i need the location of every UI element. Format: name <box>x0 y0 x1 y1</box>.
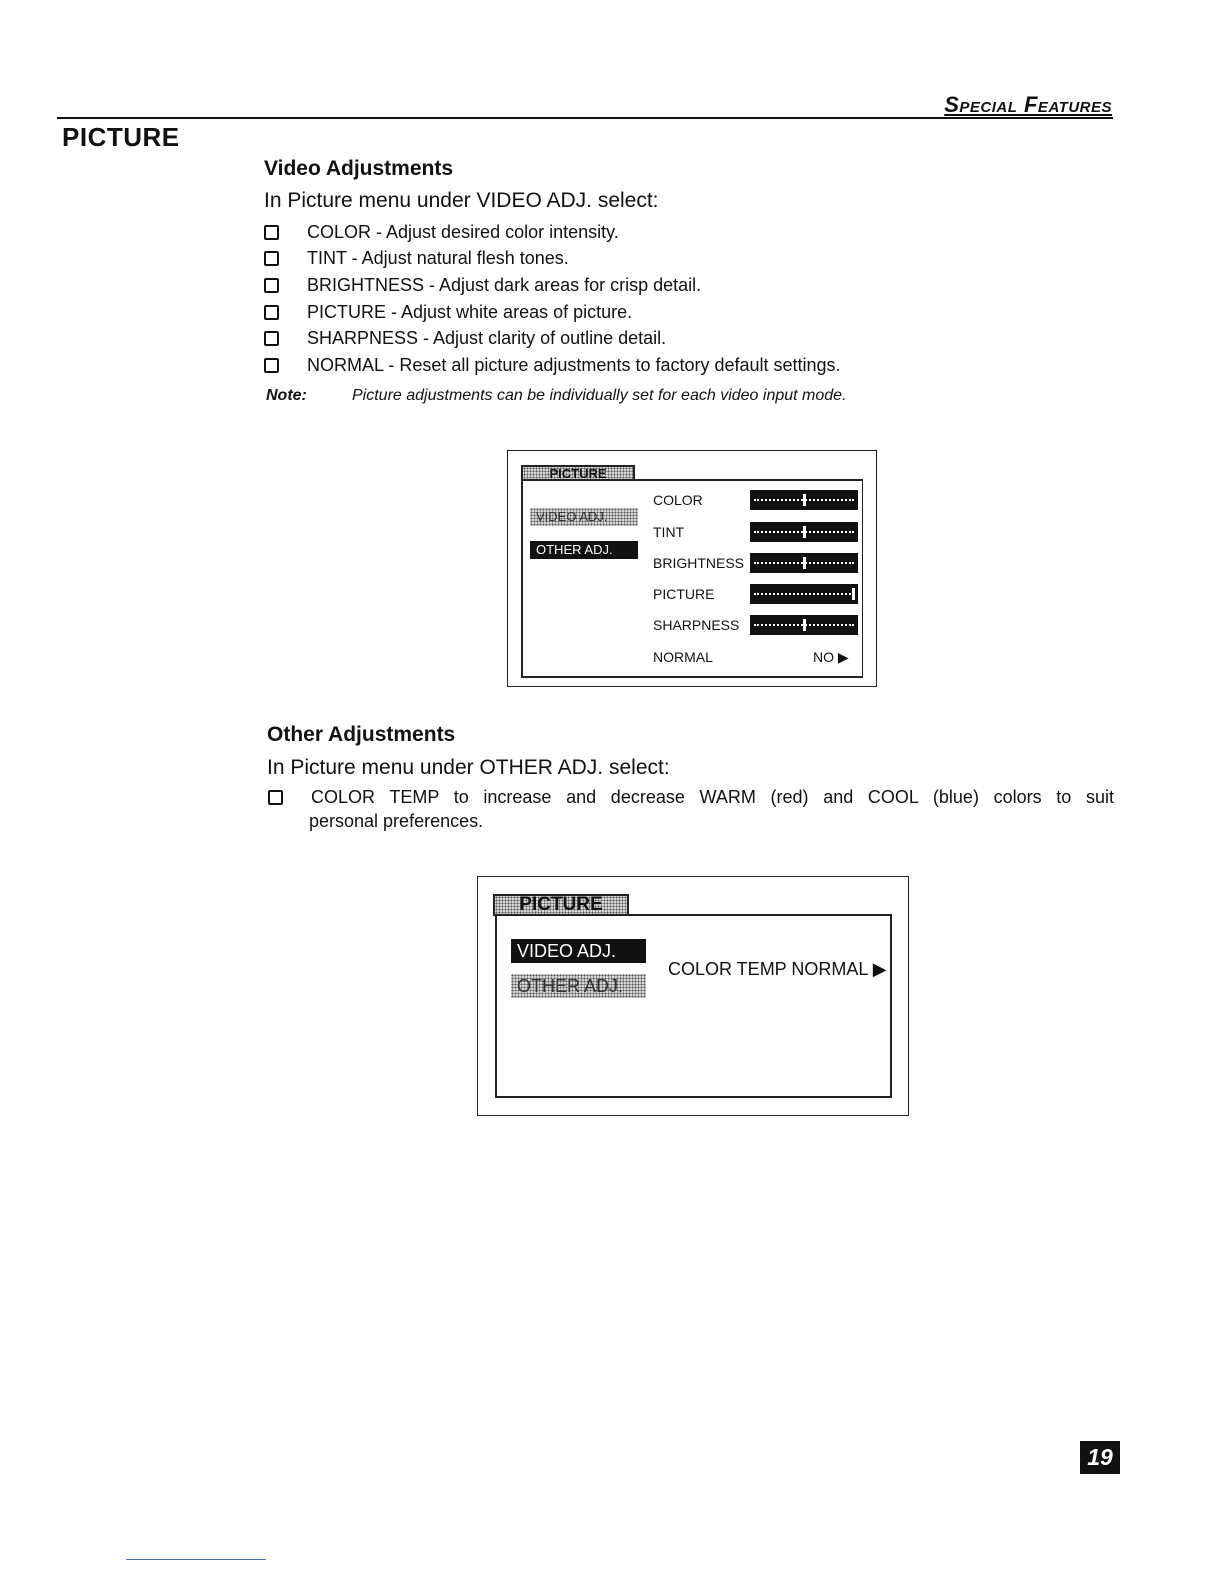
page-title: PICTURE <box>62 122 180 152</box>
menu-item-video-adj: VIDEO ADJ. <box>530 508 638 526</box>
other-bullet <box>268 785 1114 833</box>
checkbox-icon <box>264 225 279 240</box>
list-item: NORMAL - Reset all picture adjustments to factory default settings. <box>264 352 841 379</box>
menu-item-other-adj: OTHER ADJ. <box>530 541 638 559</box>
picture-meter <box>750 584 858 604</box>
checkbox-icon <box>268 790 283 805</box>
menu-tab-picture: PICTURE <box>493 894 629 916</box>
menu-item-other-adj: OTHER ADJ. <box>511 974 646 998</box>
other-adj-menu-illustration <box>477 876 909 1116</box>
menu-row-sharpness: SHARPNESS <box>653 617 740 633</box>
other-adjustments-intro: In Picture menu under OTHER ADJ. select: <box>267 756 670 779</box>
note <box>266 387 847 405</box>
note-text: Picture adjustments can be individually set for each video input mode. <box>352 387 847 404</box>
meter-marker <box>803 494 806 506</box>
list-item: BRIGHTNESS - Adjust dark areas for crisp detail. <box>264 272 841 299</box>
meter-marker <box>803 619 806 631</box>
checkbox-icon <box>264 251 279 266</box>
menu-item-video-adj: VIDEO ADJ. <box>511 939 646 963</box>
meter-marker <box>803 526 806 538</box>
page-number: 19 <box>1080 1441 1120 1474</box>
color-meter <box>750 490 858 510</box>
checkbox-icon <box>264 278 279 293</box>
list-item: SHARPNESS - Adjust clarity of outline detail. <box>264 325 841 352</box>
brightness-meter <box>750 553 858 573</box>
footer-line <box>126 1559 266 1560</box>
other-bullet-continuation: personal preferences. <box>309 811 484 831</box>
menu-row-brightness: BRIGHTNESS <box>653 555 745 571</box>
header-rule <box>57 117 1113 119</box>
menu-row-normal: NORMAL <box>653 649 713 665</box>
checkbox-icon <box>264 305 279 320</box>
video-adjustments-intro: In Picture menu under VIDEO ADJ. select: <box>264 189 659 212</box>
header-section-title: Special Features <box>944 92 1112 117</box>
other-bullet-text: COLOR TEMP to increase and decrease WARM (red) and COOL (blue) colors to suit <box>311 786 1114 807</box>
menu-row-tint: TINT <box>653 524 685 540</box>
menu-row-picture: PICTURE <box>653 586 715 602</box>
video-adjustments-heading: Video Adjustments <box>264 157 454 180</box>
checkbox-icon <box>264 358 279 373</box>
menu-row-color: COLOR <box>653 492 703 508</box>
color-temp-setting: COLOR TEMP NORMAL ▶ <box>668 959 887 979</box>
meter-marker <box>803 557 806 569</box>
checkbox-icon <box>264 331 279 346</box>
note-label: Note: <box>266 387 307 404</box>
meter-marker <box>852 588 855 600</box>
video-adj-menu-illustration <box>507 450 877 687</box>
sharpness-meter <box>750 615 858 635</box>
menu-tab-picture: PICTURE <box>521 465 635 481</box>
video-bullet-list <box>264 219 841 379</box>
list-item: TINT - Adjust natural flesh tones. <box>264 246 841 273</box>
other-adjustments-heading: Other Adjustments <box>267 723 456 746</box>
list-item: PICTURE - Adjust white areas of picture. <box>264 299 841 326</box>
list-item: COLOR - Adjust desired color intensity. <box>264 219 841 246</box>
normal-value: NO ▶ <box>813 649 849 665</box>
tint-meter <box>750 522 858 542</box>
